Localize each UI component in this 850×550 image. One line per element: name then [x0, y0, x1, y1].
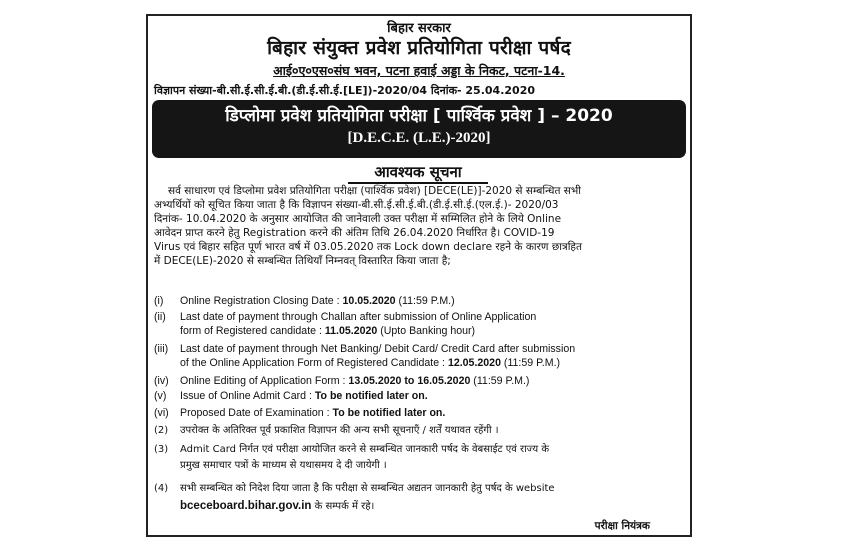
schedule-item: (i) Online Registration Closing Date : 10.05.2020 (11:59 P.M.) — [154, 295, 455, 307]
intro-line: में DECE(LE)-2020 से सम्बन्धित तिथियाँ निम्नवत् विस्तारित किया जाता है; — [154, 255, 451, 267]
note-number: (4) — [154, 483, 169, 494]
schedule-item: (iv) Online Editing of Application Form : 13.05.2020 to 16.05.2020 (11:59 P.M.) — [154, 375, 530, 387]
schedule-item: (ii) Last date of payment through Challan after submission of Online Application — [154, 311, 537, 323]
schedule-item-continuation: of the Online Application Form of Registered Candidate : 12.05.2020 (11:59 P.M.) — [180, 357, 561, 369]
intro-line: Virus एवं बिहार सहित पूर्ण भारत वर्ष में 03.05.2020 तक Lock down declare रहने के कारण छात्रहित — [154, 241, 582, 253]
note-number: (3) — [154, 444, 169, 455]
exam-code: [D.E.C.E. (L.E.)-2020] — [347, 130, 491, 146]
website-link[interactable]: bceceboard.bihar.gov.in — [180, 500, 312, 512]
item-number: (i) — [154, 295, 164, 307]
intro-line: अभ्यर्थियों को सूचित किया जाता है कि विज्ञापन संख्या-बी.सी.ई.सी.ई.बी.(डी.ई.सी.ई.(एल.ई.)- 2020/03 — [154, 199, 559, 211]
note-item: (3) Admit Card निर्गत एवं परीक्षा आयोजित करने से सम्बन्धित जानकारी पर्षद के वेबसाईट एवं राज्य के — [154, 444, 550, 455]
item-date: To be notified later on. — [332, 407, 446, 419]
notice-document — [146, 14, 692, 537]
item-number: (vi) — [154, 407, 169, 419]
exam-title: डिप्लोमा प्रवेश प्रतियोगिता परीक्षा [ पार्श्विक प्रवेश ] – 2020 — [225, 106, 613, 126]
note-continuation: bceceboard.bihar.gov.in के सम्पर्क में रहे। — [180, 500, 375, 512]
exam-title-banner — [152, 100, 686, 158]
notice-heading: आवश्यक सूचना — [348, 162, 488, 184]
board-address: आई०ए०एस०संघ भवन, पटना हवाई अड्डा के निकट, पटना-14. — [273, 63, 565, 78]
intro-line: आवेदन प्राप्त करने हेतु Registration करने की अंतिम तिथि 26.04.2020 निर्धारित है। COVID-19 — [154, 227, 555, 239]
signature-label: परीक्षा नियंत्रक — [594, 520, 650, 532]
schedule-item: (vi) Proposed Date of Examination : To be notified later on. — [154, 407, 446, 419]
item-date: 12.05.2020 — [447, 357, 501, 369]
board-name: बिहार संयुक्त प्रवेश प्रतियोगिता परीक्षा पर्षद — [267, 37, 571, 59]
intro-line: सर्व साधारण एवं डिप्लोमा प्रवेश प्रतियोगिता परीक्षा (पार्श्विक प्रवेश) [DECE(LE)]-2020 से सम्बन्धित सभी — [168, 185, 581, 197]
item-date: 10.05.2020 — [342, 295, 396, 307]
note-item: (2) उपरोक्त के अतिरिक्त पूर्व प्रकाशित विज्ञापन की अन्य सभी सूचनाएँ / शर्तें यथावत रहेंगी । — [154, 425, 499, 436]
advertisement-number: विज्ञापन संख्या-बी.सी.ई.सी.ई.बी.(डी.ई.सी.ई.[LE])-2020/04 दिनांक- 25.04.2020 — [154, 84, 535, 97]
note-number: (2) — [154, 425, 169, 436]
item-number: (iv) — [154, 375, 169, 387]
item-number: (iii) — [154, 343, 169, 355]
schedule-item-continuation: form of Registered candidate : 11.05.2020 (Upto Banking hour) — [180, 325, 476, 337]
item-number: (v) — [154, 390, 167, 402]
government-label: बिहार सरकार — [387, 21, 451, 36]
item-date: 13.05.2020 to 16.05.2020 — [348, 375, 471, 387]
item-number: (ii) — [154, 311, 166, 323]
item-date: To be notified later on. — [314, 390, 428, 402]
schedule-item: (v) Issue of Online Admit Card : To be notified later on. — [154, 390, 428, 402]
note-continuation: प्रमुख समाचार पत्रों के माध्यम से यथासमय दे दी जायेगी । — [180, 460, 387, 471]
intro-paragraph — [154, 184, 688, 268]
note-item: (4) सभी सम्बन्धित को निदेश दिया जाता है कि परीक्षा से सम्बन्धित अद्यतन जानकारी हेतु पर्षद के website — [154, 483, 555, 494]
item-date: 11.05.2020 — [324, 325, 378, 337]
intro-line: दिनांक- 10.04.2020 के अनुसार आयोजित की जानेवाली उक्त परीक्षा में सम्मिलित होने के लिये Online — [154, 213, 562, 225]
schedule-item: (iii) Last date of payment through Net Banking/ Debit Card/ Credit Card after submission — [154, 343, 576, 355]
